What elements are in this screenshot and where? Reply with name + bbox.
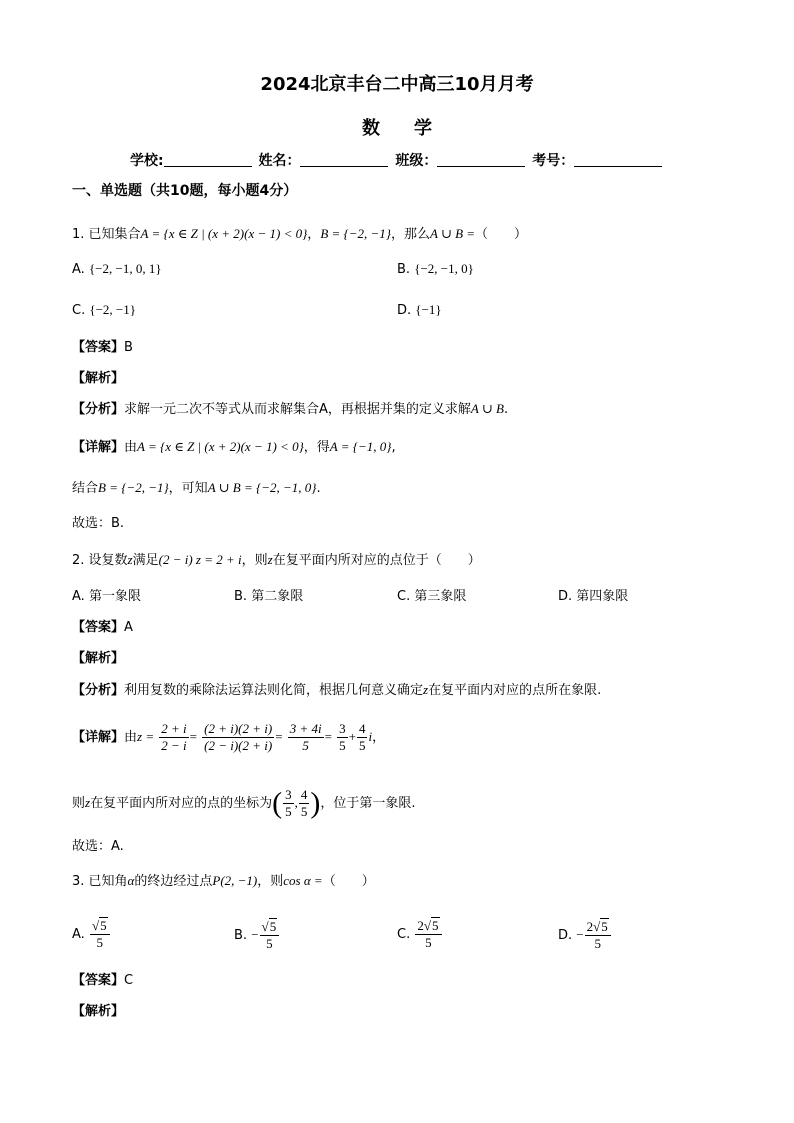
frac-num: 2 + i — [161, 721, 187, 736]
frac-den: 5 — [339, 738, 346, 753]
q3-cos: cos α = — [283, 873, 323, 888]
q1-option-c[interactable] — [72, 301, 136, 320]
q2-z: z — [127, 552, 133, 567]
paren-open: ( — [272, 786, 283, 820]
l2-z: z — [85, 795, 91, 810]
name-blank[interactable] — [300, 152, 388, 167]
fenxi-tag: 【分析】 — [72, 402, 125, 417]
coef: 2 — [417, 918, 424, 933]
option-frac — [260, 919, 280, 952]
option-frac — [90, 918, 110, 951]
frac-num: (2 + i)(2 + i) — [204, 721, 273, 736]
q1-option-a[interactable] — [72, 260, 162, 279]
option-letter: D. — [558, 928, 573, 943]
q3-then: ，则 — [257, 874, 284, 889]
answer-value: A — [124, 620, 133, 635]
q1-answer — [72, 339, 133, 357]
option-text: 第一象限 — [88, 589, 141, 604]
xj-pre: 由 — [124, 730, 138, 745]
l2-pre: 结合 — [72, 481, 99, 496]
l2-mid: ，可知 — [168, 481, 208, 496]
exam-title: 2024北京丰台二中高三10月月考 — [260, 74, 534, 95]
answer-tag: 【答案】 — [72, 973, 125, 988]
xj-zeq: z = — [137, 729, 155, 744]
plus-sign: + — [348, 729, 356, 744]
minus-sign: − — [576, 927, 584, 942]
coord-x — [283, 787, 294, 820]
q2-stem — [72, 551, 481, 570]
q2-analysis-tag: 【解析】 — [72, 651, 125, 666]
q2-answer — [72, 619, 133, 637]
frac-1 — [159, 721, 188, 754]
q2-xiangjie — [72, 717, 385, 758]
option-text: {−1} — [415, 302, 442, 317]
coef: 2 — [586, 919, 594, 934]
q1-analysis-tag: 【解析】 — [72, 371, 125, 386]
name-label: 姓名： — [258, 153, 301, 169]
q1-prefix: 1. 已知集合 — [72, 227, 141, 242]
frac-num: 3 + 4i — [289, 721, 322, 736]
xj-mid: ，得 — [303, 440, 330, 455]
answer-value: C — [124, 973, 134, 988]
option-text: 第四象限 — [576, 589, 629, 604]
xiangjie-tag: 【详解】 — [72, 730, 125, 745]
q1-setB: B = {−2, −1} — [320, 226, 391, 241]
q2-xiangjie-line2 — [72, 783, 415, 824]
frac-num: 4 — [300, 787, 308, 802]
q1-choose: 故选：B. — [72, 516, 125, 531]
option-letter: C. — [397, 589, 411, 604]
option-letter: D. — [397, 303, 412, 318]
option-letter: A. — [72, 262, 85, 277]
frac-4 — [337, 721, 348, 754]
sqrt-sign: √ — [593, 919, 601, 934]
exam-subject: 数学 — [362, 118, 466, 139]
q1-expr: A ∪ B = — [429, 226, 476, 241]
q3-stem — [72, 872, 375, 891]
answer-value: B — [124, 340, 133, 355]
q1-setA: A = {x ∈ Z | (x + 2)(x − 1) < 0} — [140, 226, 308, 241]
xj-end: , — [391, 440, 396, 455]
option-text: 第三象限 — [414, 589, 467, 604]
coord-y — [299, 787, 310, 820]
option-text: {−2, −1, 0, 1} — [88, 261, 162, 276]
option-letter: C. — [397, 927, 411, 942]
eq-sign: = — [189, 729, 197, 744]
option-letter: A. — [72, 589, 85, 604]
q3-paren: （ ） — [322, 874, 375, 889]
class-blank[interactable] — [437, 152, 525, 167]
q2-option-b[interactable] — [234, 588, 303, 606]
school-label: 学校: — [130, 153, 164, 169]
q3-mid: 的终边经过点 — [134, 874, 213, 889]
frac-num — [90, 918, 110, 935]
radicand: 5 — [100, 918, 107, 933]
option-letter: C. — [72, 303, 86, 318]
school-blank[interactable] — [164, 152, 252, 167]
frac-den: 5 — [266, 936, 273, 951]
fenxi-text: 求解一元二次不等式从而求解集合A，再根据并集的定义求解 — [124, 402, 471, 417]
frac-den: 2 − i — [161, 738, 187, 753]
q2-choose: 故选：A. — [72, 839, 124, 854]
fenxi-tag: 【分析】 — [72, 683, 125, 698]
radicand: 5 — [432, 918, 439, 933]
sqrt-sign: √ — [261, 919, 269, 934]
option-letter: B. — [397, 262, 411, 277]
q2-eq: (2 − i) z = 2 + i — [158, 552, 242, 567]
q3-analysis-tag: 【解析】 — [72, 1004, 125, 1019]
l2-pre: 则 — [72, 796, 86, 811]
frac-num — [585, 919, 611, 936]
option-letter: A. — [72, 927, 85, 942]
option-frac — [415, 918, 441, 951]
frac-5 — [357, 721, 368, 754]
l2-end: ，位于第一象限. — [320, 796, 416, 811]
frac-num: 3 — [285, 787, 292, 802]
frac-den: 5 — [358, 738, 366, 753]
option-text: {−2, −1} — [89, 302, 137, 317]
frac-num: 3 — [339, 721, 346, 736]
q2-satisfy: 满足 — [132, 553, 159, 568]
option-text: 第二象限 — [251, 589, 304, 604]
q2-option-c[interactable] — [397, 588, 466, 606]
xj-end: ， — [372, 730, 386, 745]
fenxi-rest: 在复平面内对应的点所在象限. — [428, 683, 602, 698]
eq-sign: = — [324, 729, 332, 744]
q1-option-d[interactable] — [397, 301, 442, 320]
frac-num — [415, 918, 441, 935]
answer-tag: 【答案】 — [72, 340, 125, 355]
q3-point: P(2, −1) — [212, 873, 258, 888]
q2-option-d[interactable] — [558, 588, 628, 606]
l2-end: . — [316, 481, 321, 496]
q3-prefix: 3. 已知角 — [72, 874, 128, 889]
frac-3 — [288, 721, 324, 754]
option-letter: B. — [234, 589, 248, 604]
xiangjie-tag: 【详解】 — [72, 440, 125, 455]
q2-option-a[interactable] — [72, 588, 141, 606]
xj-pre: 由 — [124, 440, 138, 455]
imag-unit: i — [368, 729, 373, 744]
sqrt-sign: √ — [423, 918, 431, 933]
option-letter: B. — [234, 928, 248, 943]
fenxi-end: . — [503, 402, 509, 417]
q1-option-b[interactable] — [397, 260, 474, 279]
l2-math2: A ∪ B = {−2, −1, 0} — [207, 480, 317, 495]
fenxi-text: 利用复数的乘除法运算法则化简，根据几何意义确定 — [124, 683, 424, 698]
frac-num — [260, 919, 280, 936]
frac-den: (2 − i)(2 + i) — [204, 738, 273, 753]
q1-mid: ，那么 — [390, 227, 430, 242]
radicand: 5 — [269, 919, 277, 934]
xj-math2: A = {−1, 0} — [329, 439, 392, 454]
frac-num: 4 — [358, 721, 366, 736]
q1-xiangjie — [72, 438, 396, 457]
q2-rest: 在复平面内所对应的点位于（ ） — [272, 553, 481, 568]
q1-paren: （ ） — [475, 227, 528, 242]
minus-sign: − — [251, 927, 259, 942]
answer-tag: 【答案】 — [72, 620, 125, 635]
frac-2 — [202, 721, 274, 754]
q3-option-b[interactable] — [234, 916, 280, 955]
xj-math1: A = {x ∈ Z | (x + 2)(x − 1) < 0} — [137, 439, 304, 454]
number-label: 考号： — [532, 153, 575, 169]
l2-mid: 在复平面内所对应的点的坐标为 — [90, 796, 273, 811]
q2-z2: z — [267, 552, 273, 567]
q2-then: ，则 — [241, 553, 268, 568]
q2-prefix: 2. 设复数 — [72, 553, 128, 568]
coord-comma: , — [294, 795, 298, 810]
q3-option-a[interactable] — [72, 916, 111, 954]
frac-den: 5 — [594, 936, 601, 951]
frac-den: 5 — [425, 935, 432, 950]
paren-close: ) — [310, 786, 321, 820]
option-letter: D. — [558, 589, 573, 604]
frac-den: 5 — [302, 738, 309, 753]
option-frac — [585, 919, 611, 952]
q2-fenxi — [72, 681, 601, 700]
frac-den: 5 — [96, 935, 103, 950]
q3-answer — [72, 972, 133, 990]
eq-sign: = — [275, 729, 283, 744]
q3-option-d[interactable] — [558, 916, 612, 955]
q3-alpha: α — [127, 873, 135, 888]
frac-den: 5 — [300, 804, 308, 819]
number-blank[interactable] — [574, 152, 662, 167]
l2-math1: B = {−2, −1} — [98, 480, 169, 495]
frac-den: 5 — [285, 804, 292, 819]
q1-comma: ， — [307, 227, 321, 242]
fenxi-math: A ∪ B — [470, 401, 504, 416]
sqrt-sign: √ — [91, 918, 100, 933]
q1-xiangjie-line2 — [72, 479, 321, 498]
q3-option-c[interactable] — [397, 916, 443, 954]
radicand: 5 — [601, 919, 608, 934]
option-text: {−2, −1, 0} — [414, 261, 474, 276]
q1-fenxi — [72, 400, 508, 419]
student-info-row — [130, 150, 664, 170]
fenxi-z: z — [423, 682, 429, 697]
class-label: 班级： — [395, 153, 438, 169]
section-heading: 一、单选题（共10题，每小题4分） — [72, 183, 298, 199]
q1-stem — [72, 225, 527, 244]
